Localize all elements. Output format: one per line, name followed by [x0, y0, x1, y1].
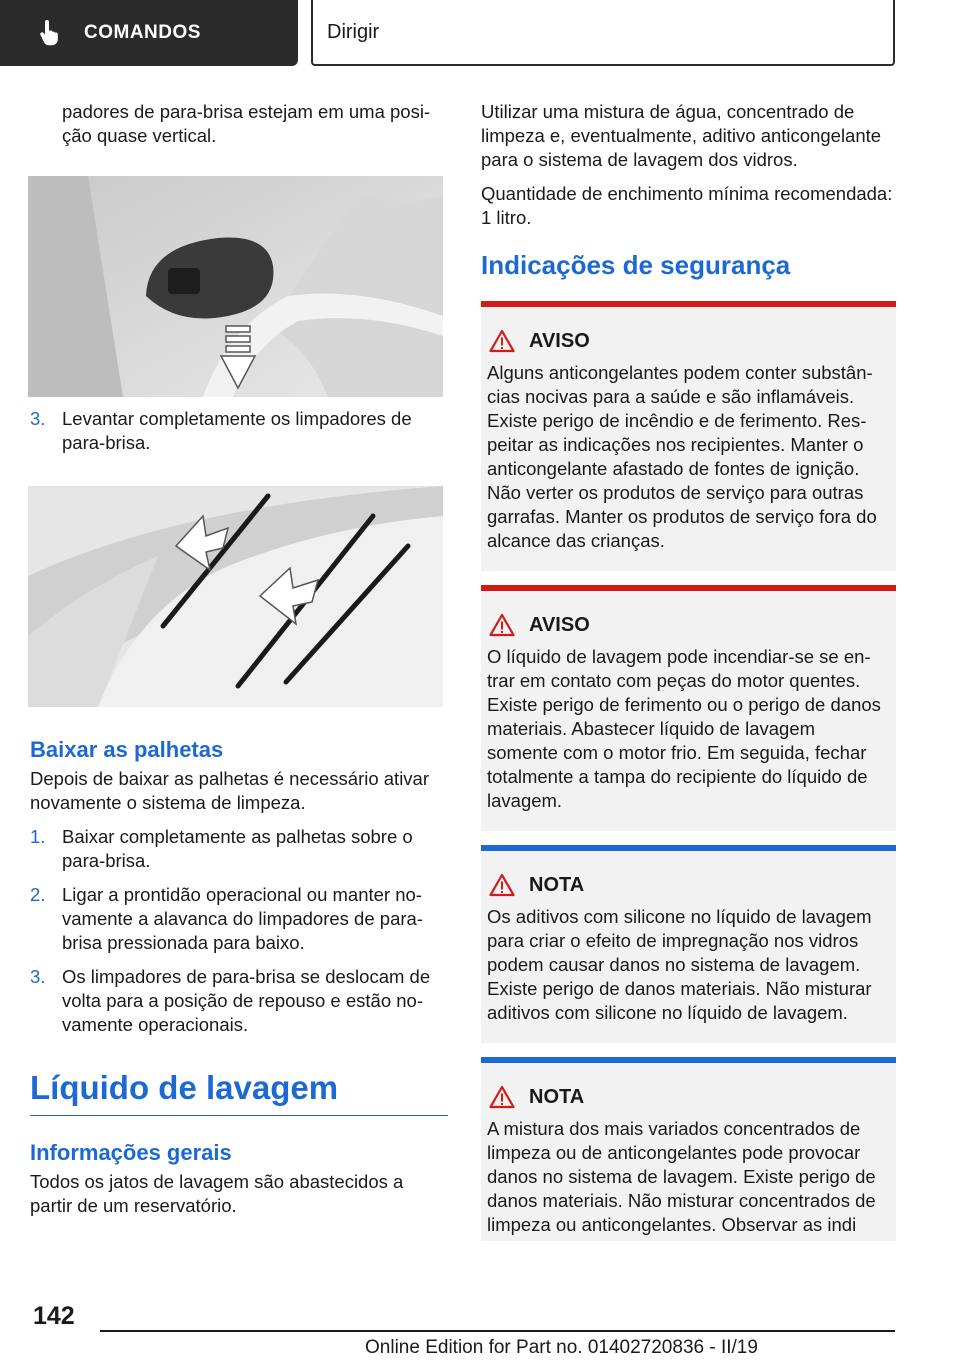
wipers-illustration-svg [28, 486, 443, 707]
warning-title-text: AVISO [529, 613, 590, 636]
section-tab[interactable] [311, 0, 895, 66]
page-number: 142 [33, 1302, 75, 1330]
list-item [30, 883, 450, 955]
warning-triangle-icon [489, 329, 515, 353]
lower-blades-heading: Baixar as palhetas [30, 737, 224, 762]
note-title [487, 873, 888, 897]
step-text: Os limpadores de para-brisa se deslocam de volta para a posição de repouso e estão novamente operacionais. [62, 966, 431, 1035]
warning-title [487, 613, 888, 637]
note-box [481, 1057, 896, 1241]
warning-title [487, 329, 888, 353]
edition-note: Online Edition for Part no. 01402720836 - II/19 [365, 1337, 758, 1358]
warning-triangle-icon [489, 873, 515, 897]
warning-text: Alguns anticongelantes podem conter substâncias nocivas para a saúde e são inflamáveis. Existe perigo de incêndio e de ferimento. Respeitar as indicações nos recipientes. Manter o anticongelante afastado de fontes de ignição. Não verter os produtos de serviço para outras garrafas. Manter os produtos de serviço fora do alcance das crianças. [487, 362, 877, 551]
warning-box [481, 301, 896, 571]
note-title [487, 1085, 888, 1109]
list-item [30, 965, 450, 1037]
general-info-heading: Informações gerais [30, 1140, 232, 1165]
raise-steps-list [30, 407, 450, 455]
list-item [30, 825, 450, 873]
fill-quantity-paragraph: Quantidade de enchimento mínima recomendada: 1 litro. [481, 183, 893, 228]
general-info-text: Todos os jatos de lavagem são abastecidos a partir de um reservatório. [30, 1171, 404, 1216]
warning-text: O líquido de lavagem pode incendiar-se se entrar em contato com peças do motor quentes. Existe perigo de ferimento ou o perigo de danos materiais. Abastecer líquido de lavagem somente com o motor frio. Em seguida, fechar totalmente a tampa do recipiente do líquido de lavagem. [487, 646, 881, 811]
hand-pointer-icon [38, 20, 60, 46]
washer-fluid-heading: Líquido de lavagem [30, 1069, 448, 1116]
mirror-wiper-lever-illustration [28, 176, 443, 397]
lower-blades-intro: Depois de baixar as palhetas é necessário ativar novamente o sistema de limpeza. [30, 768, 430, 813]
intro-paragraph: padores de para-brisa estejam em uma posição quase vertical. [62, 101, 431, 146]
warning-triangle-icon [489, 613, 515, 637]
chapter-label: COMANDOS [84, 22, 201, 43]
note-title-text: NOTA [529, 873, 585, 896]
step-text: Ligar a prontidão operacional ou manter novamente a alavanca do limpadores de para-brisa pressionada para baixo. [62, 884, 423, 953]
note-text: Os aditivos com silicone no líquido de lavagem para criar o efeito de impregnação nos vidros podem causar danos no sistema de lavagem. Existe perigo de danos materiais. Não misturar aditivos com silicone no líquido de lavagem. [487, 906, 872, 1023]
chapter-tab[interactable] [0, 0, 298, 66]
step-number: 1. [30, 826, 46, 847]
step-number: 3. [30, 966, 46, 987]
warning-title-text: AVISO [529, 329, 590, 352]
step-number: 3. [30, 408, 46, 429]
note-text: A mistura dos mais variados concentrados de limpeza ou de anticongelantes pode provocar danos no sistema de lavagem. Existe perigo de danos materiais. Não misturar concentrados de limpeza ou anticongelantes. Observar as indi [487, 1118, 876, 1235]
note-title-text: NOTA [529, 1085, 585, 1108]
page-header [0, 0, 960, 66]
safety-heading: Indicações de segurança [481, 250, 791, 280]
footer-divider [100, 1330, 895, 1332]
windshield-wipers-illustration [28, 486, 443, 707]
lower-steps-list [30, 825, 450, 1037]
warning-box [481, 585, 896, 831]
mix-paragraph: Utilizar uma mistura de água, concentrado de limpeza e, eventualmente, aditivo anticongelante para o sistema de lavagem dos vidros. [481, 101, 882, 170]
section-label: Dirigir [327, 20, 380, 43]
step-text: Levantar completamente os limpadores de para-brisa. [62, 408, 412, 453]
left-column [30, 100, 450, 1218]
warning-triangle-icon [489, 1085, 515, 1109]
note-box [481, 845, 896, 1043]
step-text: Baixar completamente as palhetas sobre o para-brisa. [62, 826, 413, 871]
right-column [481, 100, 896, 1241]
step-number: 2. [30, 884, 46, 905]
list-item [30, 407, 450, 455]
mirror-illustration-svg [28, 176, 443, 397]
